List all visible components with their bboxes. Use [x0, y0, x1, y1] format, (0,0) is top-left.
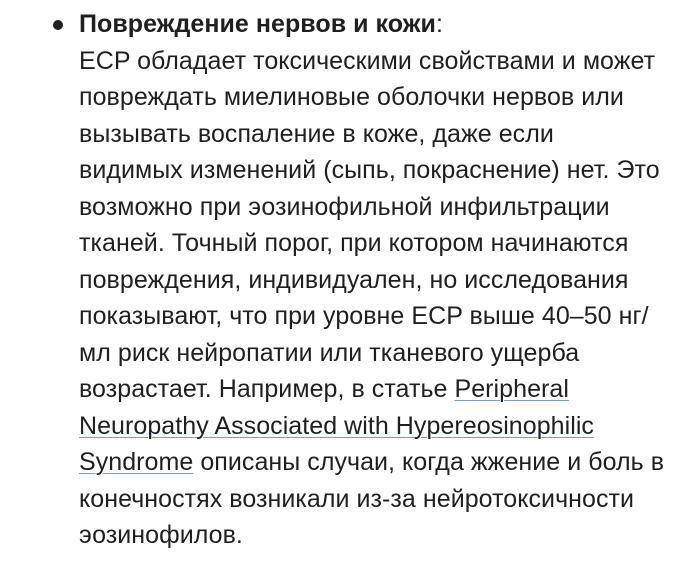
body-line-7: повреждения, индивидуален, но исследования — [79, 265, 629, 294]
body-line-14: эозинофилов. — [79, 521, 243, 549]
body-line-2: повреждать миелиновые оболочки нервов или — [79, 83, 624, 111]
article-link-part-1[interactable]: Peripheral — [454, 375, 569, 403]
list-item — [79, 6, 679, 554]
body-line-12-text: описаны случаи, когда жжение и боль в — [193, 448, 665, 476]
body-line-10 — [79, 371, 679, 408]
body-line-5: возможно при эозинофильной инфильтрации — [79, 192, 610, 221]
body-line-9: мл риск нейропатии или тканевого ущерба — [79, 338, 580, 367]
item-heading: Повреждение нервов и кожи — [79, 10, 436, 38]
article-link-part-3[interactable]: Syndrome — [79, 448, 194, 476]
body-line-4: видимых изменений (сыпь, покраснение) нет. Это — [79, 156, 660, 184]
item-heading-line — [79, 6, 679, 43]
body-line-12 — [79, 444, 679, 481]
body-line-13: конечностях возникали из-за нейротоксичности — [79, 484, 635, 513]
body-line-8: показывают, что при уровне ECP выше 40–50 нг/ — [79, 302, 649, 330]
body-line-6: тканей. Точный порог, при котором начинаются — [79, 229, 629, 257]
item-heading-colon: : — [435, 10, 443, 38]
body-line-10-text: возрастает. Например, в статье — [79, 375, 455, 403]
body-line-3: вызывать воспаление в коже, даже если — [79, 119, 554, 148]
article-link-part-2[interactable]: Neuropathy Associated with Hypereosinophilic — [79, 411, 594, 440]
body-line-11 — [79, 408, 679, 445]
bullet-dot-icon — [53, 20, 63, 30]
body-line-1: ECP обладает токсическими свойствами и может — [79, 46, 656, 75]
